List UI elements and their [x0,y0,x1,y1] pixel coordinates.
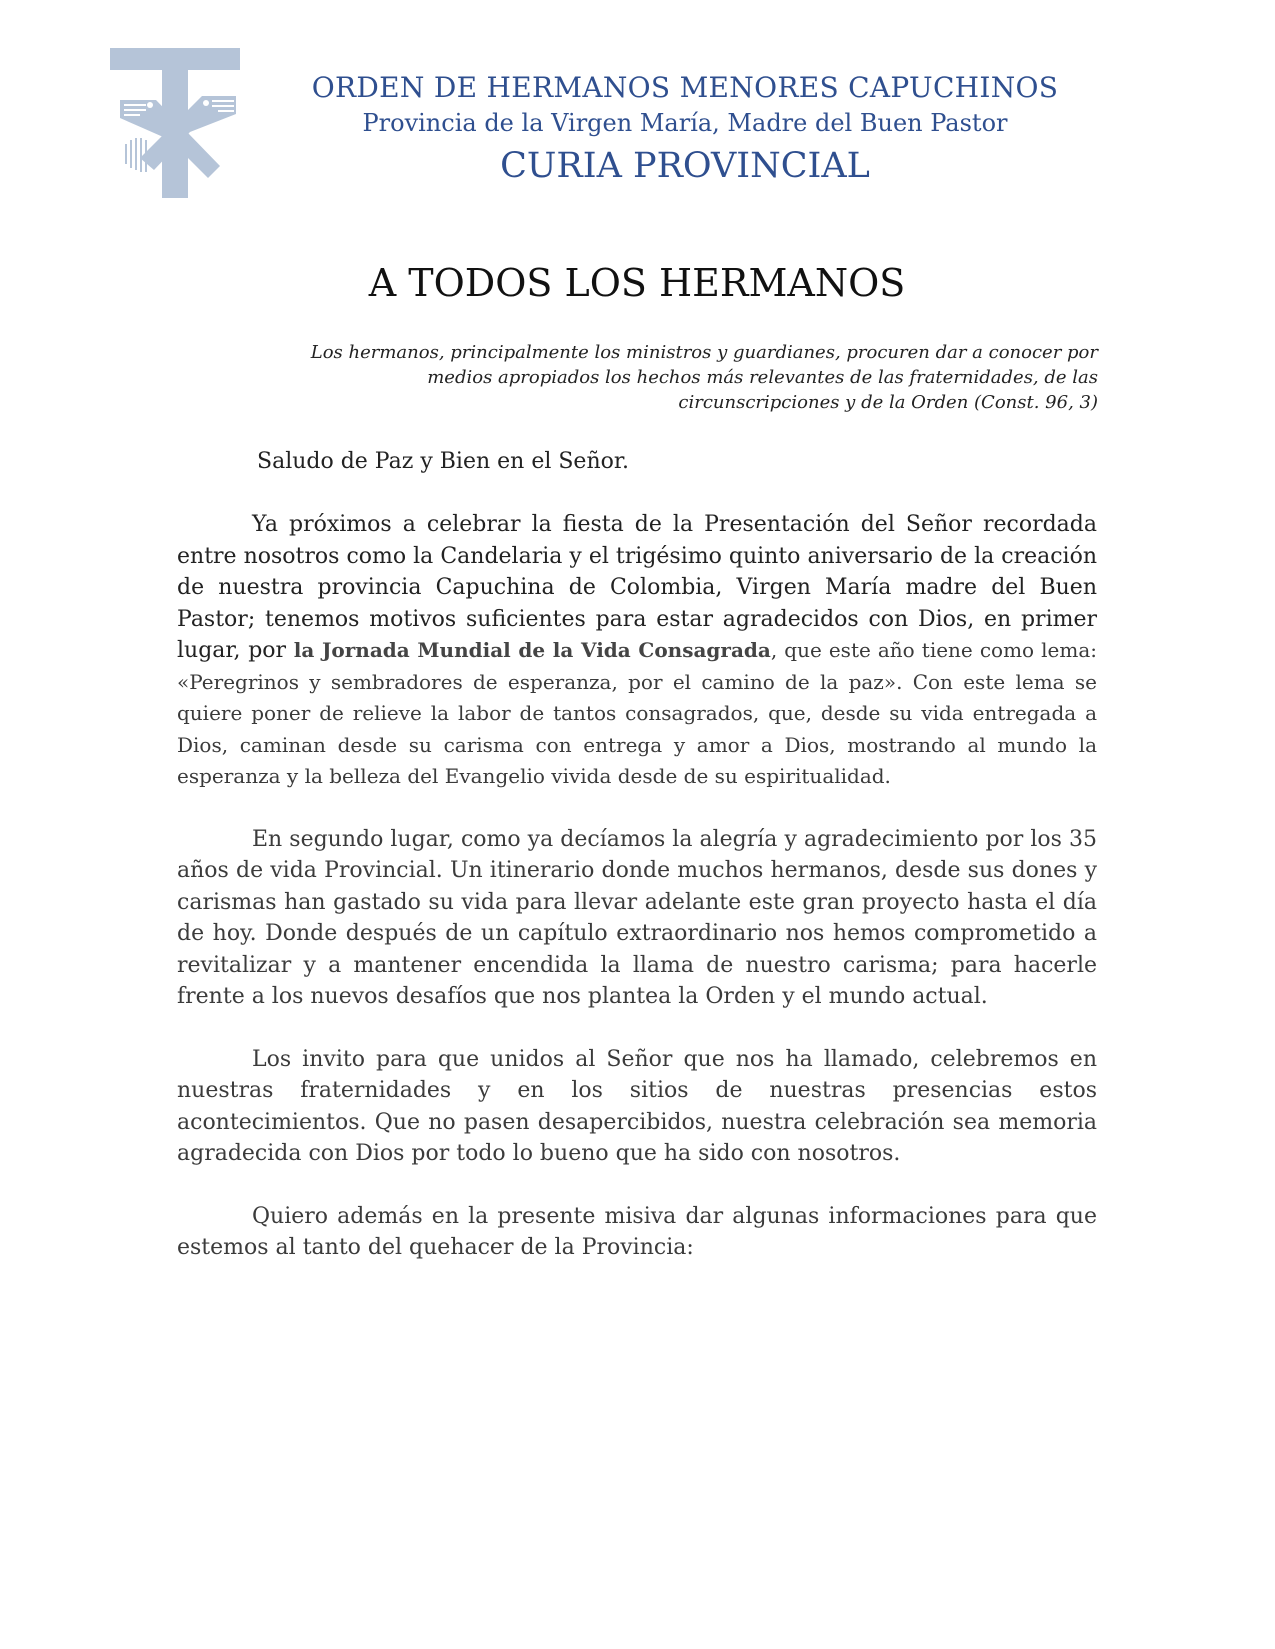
epigraph-quote [180,340,1098,415]
epigraph-line-1: Los hermanos, principalmente los ministros y guardianes, procuren dar a conocer por [310,342,1098,363]
paragraph-1-text-a: Ya próximos a celebrar la fiesta de la Presentación del Señor recordada entre nosotros como la Candelaria y el trigésimo quinto aniversario de la creación de nuestra provincia Capuchina de Colombia, Virgen María madre del Buen Pastor; tenemos motivos suficientes para estar agradecidos con Dios, en primer lugar, por [177,512,1097,663]
paragraph-1 [177,509,1097,793]
curia-name: CURIA PROVINCIAL [500,146,870,186]
tau-cross-arms-icon [110,48,250,208]
letterhead [260,70,1110,190]
paragraph-1-bold-text: la Jornada Mundial de la Vida Consagrada [293,638,771,662]
paragraph-2: En segundo lugar, como ya decíamos la alegría y agradecimiento por los 35 años de vida Provincial. Un itinerario donde muchos hermanos, desde sus dones y carismas han gastado su vida para llevar adelante este gran proyecto hasta el día de hoy. Donde después de un capítulo extraordinario nos hemos comprometido a revitalizar y a mantener encendida la llama de nuestro carisma; para hacerle frente a los nuevos desafíos que nos plantea la Orden y el mundo actual. [177,826,1097,1009]
paragraph-4: Quiero además en la presente misiva dar algunas informaciones para que estemos al tanto del quehacer de la Provincia: [177,1203,1097,1260]
epigraph-line-3: circunscripciones y de la Orden (Const. 96, 3) [678,392,1098,413]
paragraph-1-text-b: , que este año tiene como lema: «Peregrinos y sembradores de esperanza, por el camino de la paz». Con este lema se quiere poner de relieve la labor de tantos consagrados, que, desde su vida entregada a Dios, caminan desde su carisma con entrega y amor a Dios, mostrando al mundo la esperanza y la belleza del Evangelio vivida desde de su espiritualidad. [177,638,1097,788]
province-name: Provincia de la Virgen María, Madre del Buen Pastor [362,109,1008,137]
letter-title: A TODOS LOS HERMANOS [368,261,906,305]
epigraph-line-2: medios apropiados los hechos más relevantes de las fraternidades, de las [427,367,1098,388]
paragraph-3: Los invito para que unidos al Señor que nos ha llamado, celebremos en nuestras fraternidades y en los sitios de nuestras presencias estos acontecimientos. Que no pasen desapercibidos, nuestra celebración sea memoria agradecida con Dios por todo lo bueno que ha sido con nosotros. [177,1046,1097,1166]
letter-body [177,446,1097,1295]
order-name: ORDEN DE HERMANOS MENORES CAPUCHINOS [311,71,1059,104]
greeting: Saludo de Paz y Bien en el Señor. [257,449,629,474]
